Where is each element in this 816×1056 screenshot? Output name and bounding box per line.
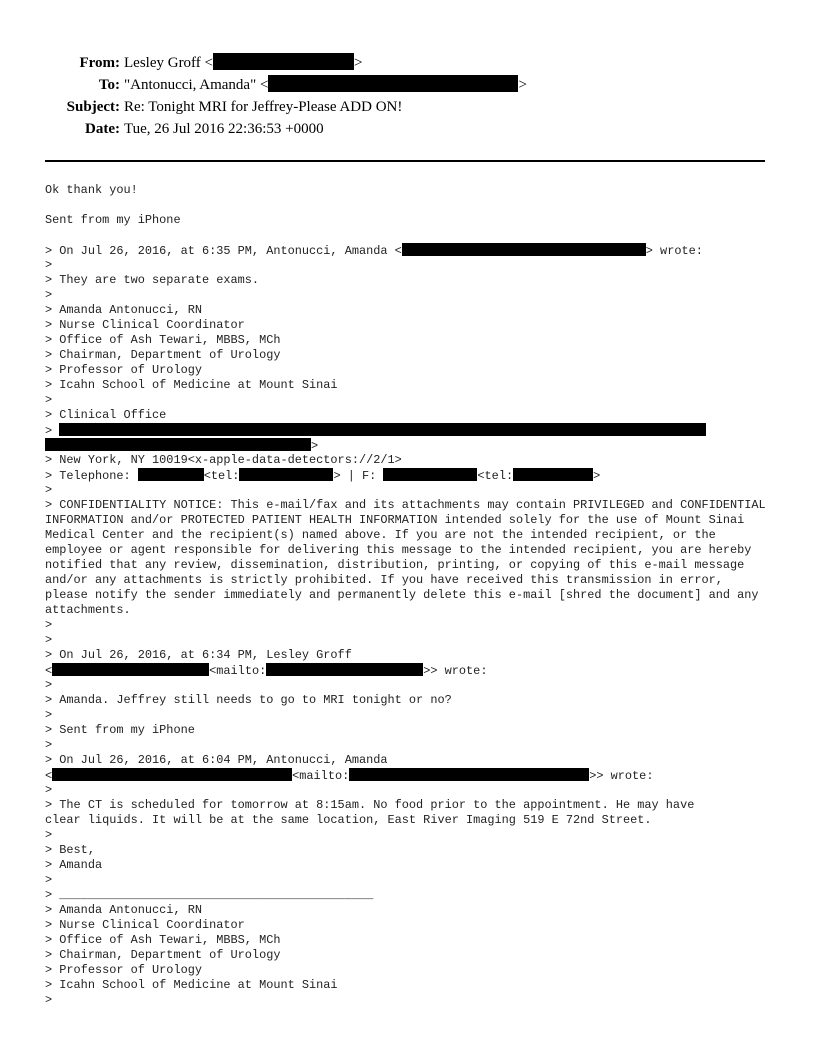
quote-marker: > <box>45 828 53 842</box>
signature-line: > Office of Ash Tewari, MBBS, MCh <box>45 933 281 947</box>
signature-line: > Amanda Antonucci, RN <box>45 303 202 317</box>
signature-line: > Professor of Urology <box>45 363 202 377</box>
to-row <box>0 75 816 95</box>
email-body <box>45 183 775 1008</box>
quote-marker: > <box>45 633 53 647</box>
body-line: Sent from my iPhone <box>45 213 181 227</box>
body-line: > Sent from my iPhone <box>45 723 195 737</box>
quote-marker: > <box>45 708 53 722</box>
blank-line <box>45 228 775 243</box>
signature-line: > Chairman, Department of Urology <box>45 948 281 962</box>
redaction-block <box>239 468 333 481</box>
body-line: clear liquids. It will be at the same location, East River Imaging 519 E 72nd Street. <box>45 813 652 827</box>
quote-text: > | F: <box>333 469 384 483</box>
signature-line: > Amanda Antonucci, RN <box>45 903 202 917</box>
redaction-block <box>45 438 311 451</box>
body-line: > They are two separate exams. <box>45 273 260 287</box>
signature-line: > Icahn School of Medicine at Mount Sinai <box>45 978 338 992</box>
redaction-block <box>52 663 209 676</box>
redaction-block <box>383 468 477 481</box>
quote-text: > wrote: <box>645 244 703 258</box>
from-value <box>124 53 362 73</box>
quote-text: <mailto: <box>209 664 267 678</box>
to-value <box>124 75 527 95</box>
quote-text: > On Jul 26, 2016, at 6:35 PM, Antonucci, Amanda < <box>45 244 402 258</box>
quote-text: > <box>311 439 319 453</box>
quote-text: > Telephone: <box>45 469 138 483</box>
quote-text: > <box>593 469 601 483</box>
redaction-block <box>268 75 518 92</box>
body-line: > Amanda <box>45 858 103 872</box>
redaction-block <box>52 768 292 781</box>
to-name: "Antonucci, Amanda" < <box>124 77 269 93</box>
redaction-block <box>402 243 646 256</box>
quote-header-line: > On Jul 26, 2016, at 6:34 PM, Lesley Groff <box>45 648 352 662</box>
address-redacted-line <box>45 423 775 438</box>
signature-line: > Office of Ash Tewari, MBBS, MCh <box>45 333 281 347</box>
redaction-block <box>513 468 593 481</box>
quote-marker: > <box>45 483 53 497</box>
quote-marker: > <box>45 783 53 797</box>
redaction-block <box>349 768 589 781</box>
quote-header-line <box>45 768 775 783</box>
redaction-block <box>266 663 423 676</box>
signature-line: > Nurse Clinical Coordinator <box>45 918 245 932</box>
quote-text: >> wrote: <box>589 769 654 783</box>
quote-marker: > <box>45 738 53 752</box>
to-close: > <box>518 77 527 93</box>
quote-marker: > <box>45 618 53 632</box>
quote-marker: > <box>45 678 53 692</box>
signature-line: > Chairman, Department of Urology <box>45 348 281 362</box>
signature-line: > Professor of Urology <box>45 963 202 977</box>
quote-marker: > <box>45 393 53 407</box>
body-line: > Best, <box>45 843 95 857</box>
from-row <box>0 53 816 73</box>
date-label: Date: <box>85 121 120 137</box>
redaction-block <box>213 53 354 70</box>
quote-text: > <box>45 424 53 438</box>
quote-marker: > <box>45 993 53 1007</box>
header-divider <box>45 160 765 162</box>
quote-marker: > <box>45 873 53 887</box>
quote-text: <tel: <box>203 469 240 483</box>
to-label: To: <box>98 77 120 93</box>
subject-row <box>0 97 816 117</box>
quote-text: < <box>45 664 53 678</box>
from-name: Lesley Groff < <box>124 55 213 71</box>
from-label: From: <box>79 55 120 71</box>
blank-line <box>45 198 775 213</box>
quote-header-line: > On Jul 26, 2016, at 6:04 PM, Antonucci, Amanda <box>45 753 388 767</box>
redaction-block <box>138 468 204 481</box>
quote-text: <tel: <box>477 469 514 483</box>
date-row <box>0 119 816 139</box>
quote-header-line <box>45 243 775 258</box>
subject-value: Re: Tonight MRI for Jeffrey-Please ADD ON! <box>124 99 403 115</box>
signature-line: > Nurse Clinical Coordinator <box>45 318 245 332</box>
quote-header-line <box>45 663 775 678</box>
confidentiality-notice: > CONFIDENTIALITY NOTICE: This e-mail/fax and its attachments may contain PRIVILEGED and CONFIDENTIAL INFORMATION and/or PROTECTED PATIENT HEALTH INFORMATION intended solely for the use of Mount Sinai Medical Center and the recipient(s) named above. If you are not the intended recipient, or the employee or agent responsible for delivering this message to the intended recipient, you are hereby notified that any review, dissemination, distribution, printing, or copying of this e-mail message and/or any attachments is strictly prohibited. If you have received this transmission in error, please notify the sender immediately and permanently delete this e-mail [shred the document] and any attachments. <box>45 498 766 617</box>
signature-line: > Icahn School of Medicine at Mount Sinai <box>45 378 338 392</box>
quote-marker: > <box>45 258 53 272</box>
address-line: > New York, NY 10019<x-apple-data-detectors://2/1> <box>45 453 402 467</box>
date-value: Tue, 26 Jul 2016 22:36:53 +0000 <box>124 121 324 137</box>
telephone-line <box>45 468 775 483</box>
quote-text: <mailto: <box>292 769 350 783</box>
from-close: > <box>354 55 363 71</box>
body-line: Ok thank you! <box>45 183 138 197</box>
body-line: > The CT is scheduled for tomorrow at 8:15am. No food prior to the appointment. He may have <box>45 798 695 812</box>
body-line: > Amanda. Jeffrey still needs to go to MRI tonight or no? <box>45 693 452 707</box>
redaction-block <box>59 423 706 436</box>
quote-marker: > <box>45 288 53 302</box>
quote-text: < <box>45 769 53 783</box>
quote-text: >> wrote: <box>423 664 488 678</box>
subject-label: Subject: <box>66 99 120 115</box>
signature-divider: > ____________________________________________ <box>45 888 374 902</box>
address-redacted-line <box>45 438 775 453</box>
signature-line: > Clinical Office <box>45 408 167 422</box>
